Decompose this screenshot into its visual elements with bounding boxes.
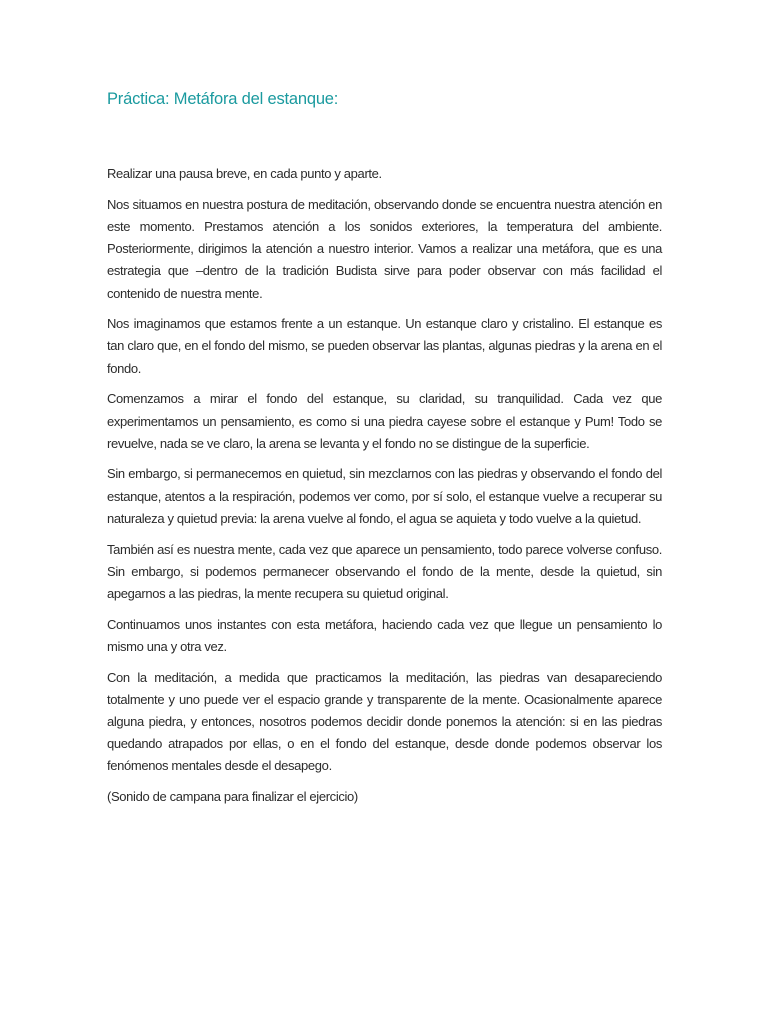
paragraph-bell: (Sonido de campana para finalizar el ejercicio) bbox=[107, 789, 358, 805]
paragraph-stone-falls: Comenzamos a mirar el fondo del estanque, su claridad, su tranquilidad. Cada vez que experimentamos un pensamiento, es como si una piedra cayese sobre el estanque y Pum! Todo se revuelve, nada se ve claro, la arena se levanta y el fondo no se distingue de la superficie. bbox=[107, 391, 662, 451]
paragraph-mind: También así es nuestra mente, cada vez que aparece un pensamiento, todo parece volverse confuso. Sin embargo, si podemos permanecer observando el fondo de la mente, desde la quietud, sin apegarnos a las piedras, la mente recupera su quietud original. bbox=[107, 541, 662, 601]
paragraph-meditation: Con la meditación, a medida que practicamos la meditación, las piedras van desapareciendo totalmente y uno puede ver el espacio grande y transparente de la mente. Ocasionalmente aparece alguna piedra, y entonces, nosotros podemos decidir donde ponemos la atención: si en las piedras quedando atrapados por ellas, o en el fondo del estanque, desde donde podemos observar los fenómenos mentales desde el desapego. bbox=[107, 669, 662, 774]
paragraph-posture: Nos situamos en nuestra postura de meditación, observando donde se encuentra nuestra atención en este momento. Prestamos atención a los sonidos exteriores, la temperatura del ambiente. Posteriormente, dirigimos la atención a nuestro interior. Vamos a realizar una metáfora, que es una estrategia que –dentro de la tradición Budista sirve para poder observar con más facilidad el contenido de nuestra mente. bbox=[107, 196, 662, 301]
paragraph-pond-image: Nos imaginamos que estamos frente a un estanque. Un estanque claro y cristalino. El estanque es tan claro que, en el fondo del mismo, se pueden observar las plantas, algunas piedras y la arena en el fondo. bbox=[107, 316, 662, 376]
paragraph-continue: Continuamos unos instantes con esta metáfora, haciendo cada vez que llegue un pensamiento lo mismo una y otra vez. bbox=[107, 616, 662, 654]
paragraph-instruction: Realizar una pausa breve, en cada punto y aparte. bbox=[107, 166, 382, 181]
page-title: Práctica: Metáfora del estanque: bbox=[107, 90, 339, 108]
paragraph-stillness: Sin embargo, si permanecemos en quietud, sin mezclarnos con las piedras y observando el fondo del estanque, atentos a la respiración, podemos ver como, por sí solo, el estanque vuelve a recuperar su naturaleza y quietud previa: la arena vuelve al fondo, el agua se aquieta y todo vuelve a la quietud. bbox=[107, 466, 662, 526]
document-body bbox=[107, 163, 662, 817]
